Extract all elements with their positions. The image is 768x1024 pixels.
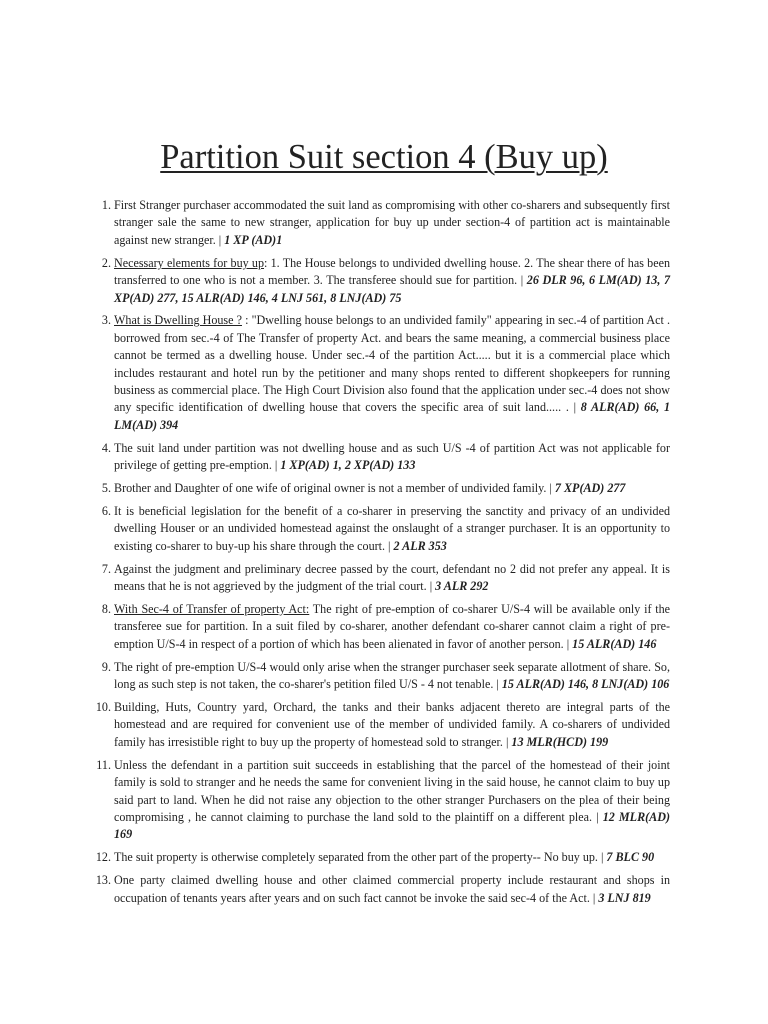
- item-citation: 3 LNJ 819: [598, 890, 651, 905]
- item-text: Unless the defendant in a partition suit succeeds in establishing that the parcel of the homestead of their joint family is sold to stranger and he needs the same for convenient living in the said house, he cannot claim to buy up said part to land. When he did not raise any objection to the other stranger Purchasers on the plea of their being compromising , he cannot claiming to purchase the land sold to the plaintiff on a different plea. |: [114, 757, 670, 824]
- item-text: Building, Huts, Country yard, Orchard, the tanks and their banks adjacent thereto are integral parts of the homestead and are required for convenient use of the member of undivided family. A co-sharers of undivided family has irresistible right to buy up the property of homestead sold to stranger. |: [114, 700, 670, 749]
- page-title-text: Partition Suit section 4 (Buy up): [160, 138, 608, 176]
- item-citation: 1 XP(AD) 1, 2 XP(AD) 133: [280, 458, 416, 473]
- item-citation: 7 XP(AD) 277: [554, 481, 626, 496]
- item-citation: 7 BLC 90: [606, 850, 655, 865]
- item-citation: 15 ALR(AD) 146, 8 LNJ(AD) 106: [501, 677, 670, 692]
- page-title: [0, 136, 768, 178]
- list-item: [114, 849, 670, 866]
- list-item: [114, 601, 670, 653]
- item-text: First Stranger purchaser accommodated the suit land as compromising with other co-sharers and subsequently first stranger sale the same to new stranger, application for buy up under section-4 of partition act is maintainable against new stranger. |: [114, 198, 670, 247]
- list-item: [114, 757, 670, 844]
- item-text: : "Dwelling house belongs to an undivided family" appearing in sec.-4 of partition Act . borrowed from sec.-4 of The Transfer of property Act. and bears the same meaning, a commercial business place cannot be termed as a dwelling house. Under sec.-4 of the partition Act..... but it is a commercial place which includes restaurant and hotel run by the petitioner and many shops rented to different shopkeepers for running business as commercial place. The High Court Division also found that the application under sec.-4 does not show any specific identification of dwelling house that covers the specific area of suit land..... . |: [114, 313, 670, 415]
- item-citation: 15 ALR(AD) 146: [572, 636, 657, 651]
- item-text: Against the judgment and preliminary decree passed by the court, defendant no 2 did not prefer any appeal. It is means that he is not aggrieved by the judgment of the trial court. |: [114, 561, 670, 594]
- list-item: [114, 197, 670, 249]
- item-citation: 1 XP (AD)1: [224, 232, 283, 247]
- item-citation: 3 ALR 292: [435, 579, 489, 594]
- item-text: The suit land under partition was not dwelling house and as such U/S -4 of partition Act was not applicable for privilege of getting pre-emption. |: [114, 440, 670, 473]
- list-item: [114, 561, 670, 596]
- item-heading: With Sec-4 of Transfer of property Act:: [114, 602, 310, 617]
- item-text: The right of pre-emption of co-sharer U/S-4 will be available only if the transferee sue for partition. In a suit filed by co-sharer, another defendant co-sharer cannot claim a right of pre-emption U/S-4 in respect of a portion of which has been alienated in favor of another person. |: [114, 602, 670, 651]
- item-text: Brother and Daughter of one wife of original owner is not a member of undivided family. |: [114, 481, 555, 496]
- list-item: [114, 255, 670, 307]
- list-item: [114, 480, 670, 497]
- item-citation: 12 MLR(AD) 169: [114, 810, 670, 842]
- item-citation: 26 DLR 96, 6 LM(AD) 13, 7 XP(AD) 277, 15 ALR(AD) 146, 4 LNJ 561, 8 LNJ(AD) 75: [114, 273, 670, 305]
- list-item: [114, 440, 670, 475]
- list-item: [114, 699, 670, 751]
- item-text: : 1. The House belongs to undivided dwelling house. 2. The shear there of has been transferred to one who is not a member. 3. The transferee should sue for partition. |: [114, 255, 670, 288]
- item-text: The right of pre-emption U/S-4 would only arise when the stranger purchaser seek separate allotment of share. So, long as such step is not taken, the co-sharer's petition filed U/S - 4 not tenable. |: [114, 659, 670, 692]
- item-citation: 8 ALR(AD) 66, 1 LM(AD) 394: [114, 400, 670, 432]
- item-text: The suit property is otherwise completely separated from the other part of the property-- No buy up. |: [114, 850, 607, 865]
- item-citation: 13 MLR(HCD) 199: [511, 734, 609, 749]
- item-citation: 2 ALR 353: [393, 538, 447, 553]
- list-item: [114, 659, 670, 694]
- item-heading: What is Dwelling House ?: [114, 313, 242, 328]
- list-item: [114, 312, 670, 434]
- list-item: [114, 872, 670, 907]
- item-text: It is beneficial legislation for the benefit of a co-sharer in preserving the sanctity and privacy of an undivided dwelling Houser or an undivided homestead against the onslaught of a stranger purchaser. It is an opportunity to existing co-sharer to buy-up his share through the court. |: [114, 504, 670, 553]
- case-list: [114, 197, 670, 913]
- list-item: [114, 503, 670, 555]
- item-text: One party claimed dwelling house and other claimed commercial property include restaurant and shops in occupation of tenants years after years and on such fact cannot be invoke the said sec-4 of the Act. |: [114, 873, 670, 905]
- item-heading: Necessary elements for buy up: [114, 255, 265, 270]
